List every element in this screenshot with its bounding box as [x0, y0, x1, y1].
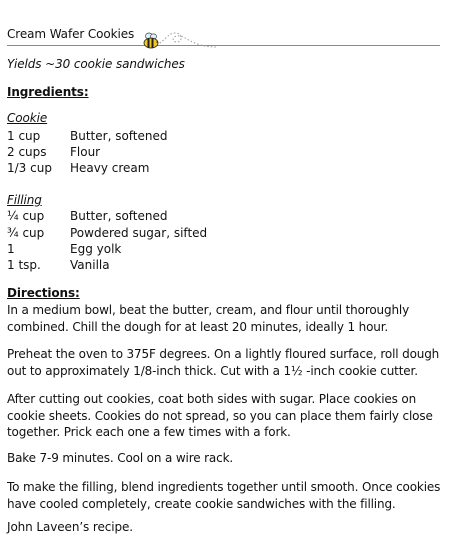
yield-text: Yields ~30 cookie sandwiches: [7, 57, 185, 71]
direction-step: Preheat the oven to 375F degrees. On a lightly floured surface, roll dough out to approximately 1/8-inch thick. Cut with a 1½ -inch cookie cutter.: [7, 347, 440, 378]
ingredient-quantity: ¾ cup: [7, 226, 45, 240]
ingredient-quantity: 1: [7, 242, 15, 256]
ingredient-quantity: 1 tsp.: [7, 258, 41, 272]
direction-step: Bake 7-9 minutes. Cool on a wire rack.: [7, 451, 234, 465]
ingredient-name: Butter, softened: [70, 209, 168, 223]
title-row: [7, 25, 440, 46]
ingredient-name: Flour: [70, 145, 101, 159]
ingredient-name: Egg yolk: [70, 242, 122, 256]
direction-step: In a medium bowl, beat the butter, cream, and flour until thoroughly combined. Chill the dough for at least 20 minutes, ideally 1 hour.: [7, 303, 410, 334]
ingredient-name: Powdered sugar, sifted: [70, 226, 208, 240]
recipe-credit: John Laveen’s recipe.: [7, 520, 133, 534]
recipe-title: Cream Wafer Cookies: [7, 27, 135, 41]
ingredient-name: Heavy cream: [70, 161, 150, 175]
direction-step: To make the filling, blend ingredients together until smooth. Once cookies have cooled completely, create cookie sandwiches with the filling.: [7, 480, 441, 511]
cookie-subheading: Cookie: [7, 111, 48, 125]
ingredient-name: Vanilla: [70, 258, 110, 272]
ingredient-quantity: 2 cups: [7, 145, 47, 159]
ingredient-name: Butter, softened: [70, 129, 168, 143]
filling-subheading: Filling: [7, 193, 42, 207]
ingredient-quantity: 1/3 cup: [7, 161, 52, 175]
bee-icon: [141, 29, 217, 53]
ingredient-quantity: ¼ cup: [7, 209, 45, 223]
ingredients-heading: Ingredients:: [7, 85, 89, 99]
directions-heading: Directions:: [7, 286, 80, 300]
ingredient-quantity: 1 cup: [7, 129, 41, 143]
direction-step: After cutting out cookies, coat both sides with sugar. Place cookies on cookie sheets. Cookies do not spread, so you can place them fairly close together. Prick each one a few times with a fork.: [7, 392, 433, 439]
